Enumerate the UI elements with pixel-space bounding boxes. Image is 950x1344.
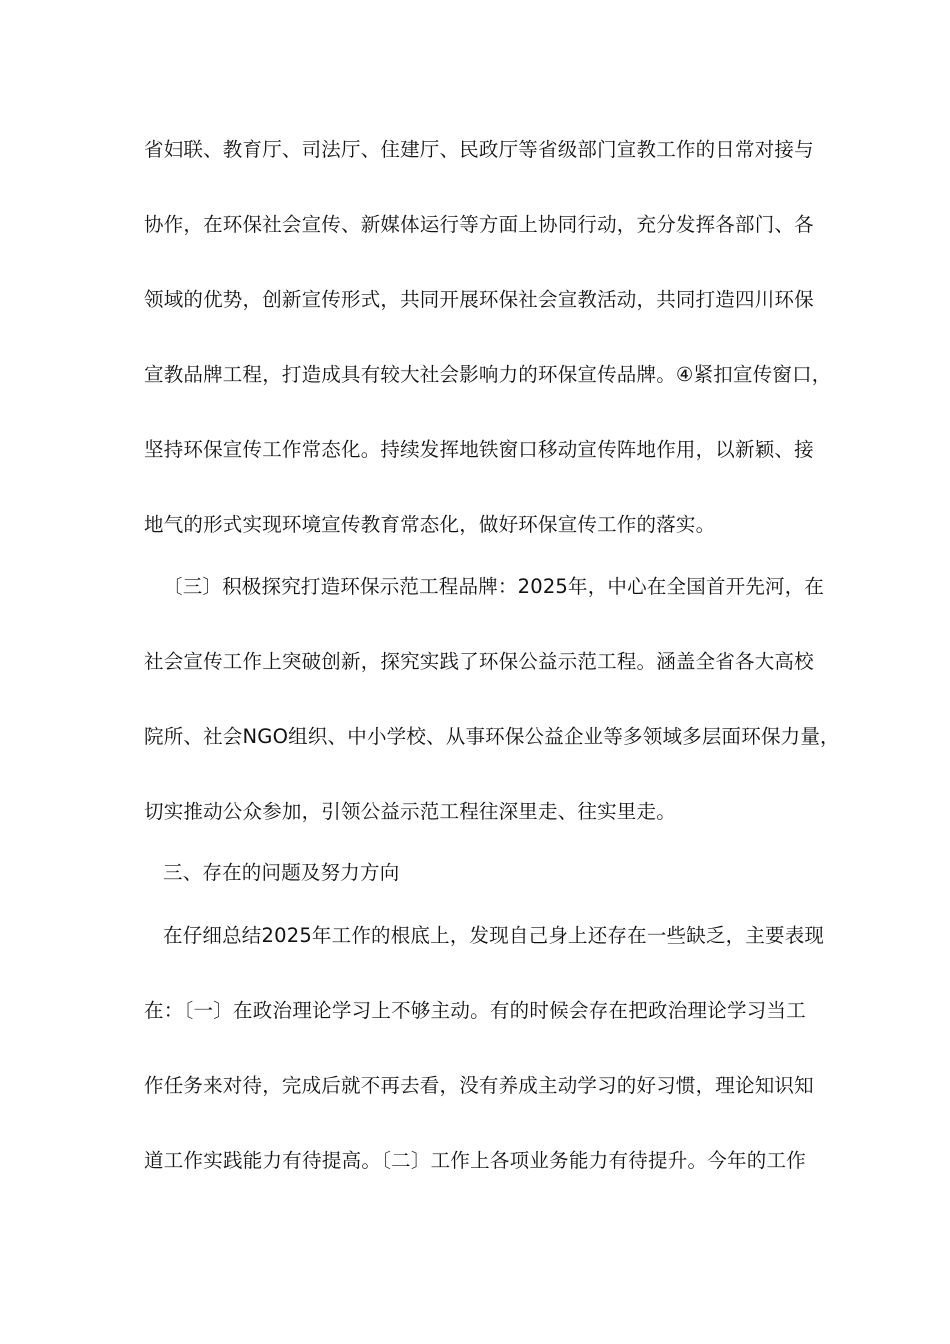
- paragraph-line: 道工作实践能力有待提高。〔二〕工作上各项业务能力有待提升。今年的工作: [144, 1149, 806, 1172]
- paragraph-line: 宣教品牌工程，打造成具有较大社会影响力的环保宣传品牌。④紧扣宣传窗口，: [144, 363, 832, 386]
- paragraph-line: 地气的形式实现环境宣传教育常态化，做好环保宣传工作的落实。: [144, 513, 716, 536]
- paragraph-line: 在：〔一〕在政治理论学习上不够主动。有的时候会存在把政治理论学习当工: [144, 999, 806, 1022]
- paragraph-line: 领域的优势，创新宣传形式，共同开展环保社会宣教活动，共同打造四川环保: [144, 288, 814, 311]
- paragraph-line: 作任务来对待，完成后就不再去看，没有养成主动学习的好习惯，理论知识知: [144, 1074, 814, 1097]
- paragraph-line: 省妇联、教育厅、司法厅、住建厅、民政厅等省级部门宣教工作的日常对接与: [144, 138, 814, 161]
- paragraph-line: 坚持环保宣传工作常态化。持续发挥地铁窗口移动宣传阵地作用，以新颖、接: [144, 438, 814, 461]
- section-heading: 三、存在的问题及努力方向: [163, 861, 400, 884]
- paragraph-line: 社会宣传工作上突破创新，探究实践了环保公益示范工程。涵盖全省各大高校: [144, 650, 814, 673]
- paragraph-line: 协作，在环保社会宣传、新媒体运行等方面上协同行动，充分发挥各部门、各: [144, 213, 814, 236]
- paragraph-line: 切实推动公众参加，引领公益示范工程往深里走、往实里走。: [144, 800, 676, 823]
- paragraph-line: 在仔细总结2025年工作的根底上，发现自己身上还存在一些缺乏，主要表现: [163, 924, 825, 947]
- paragraph-line: 〔三〕积极探究打造环保示范工程品牌：2025年，中心在全国首开先河，在: [163, 575, 825, 598]
- paragraph-line: 院所、社会NGO组织、中小学校、从事环保公益企业等多领域多层面环保力量，: [144, 725, 840, 748]
